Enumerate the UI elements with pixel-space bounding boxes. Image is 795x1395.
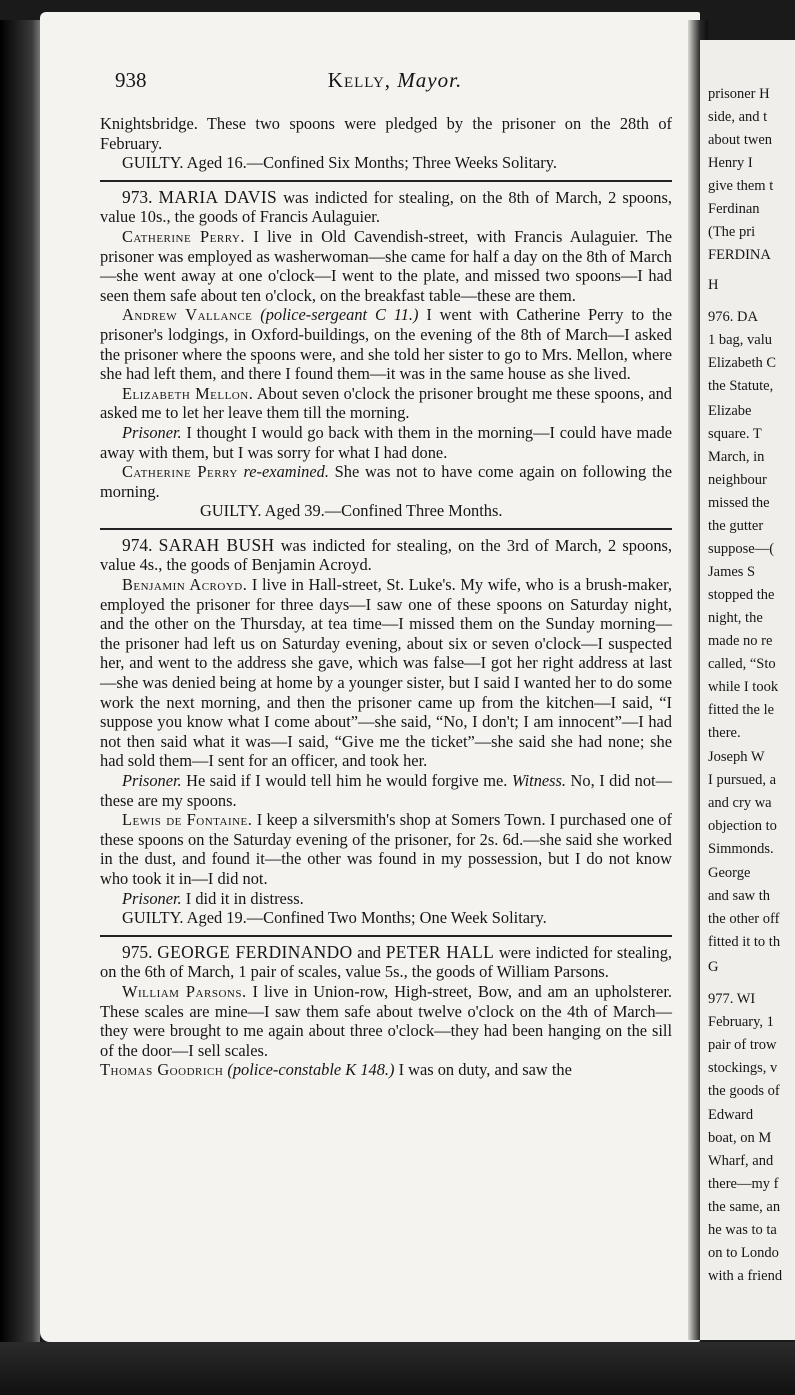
case-975-intro [100, 943, 672, 982]
testimony-text: I went with Catherine Perry to the prisoner's lodgings, in Oxford-buildings, on the evening of the 8th of March—I asked the prisoner where the spoons were, and she told her sister to go to Mrs. Mellon, where she had left them, and there I found them—it was in the same house as she lived. [100, 305, 672, 384]
verdict-line: GUILTY. Aged 16.—Confined Six Months; Three Weeks Solitary. [122, 153, 557, 173]
right-page-line: there—my f [708, 1176, 779, 1192]
right-page-line: the same, an [708, 1199, 781, 1215]
testimony-paragraph [100, 384, 672, 423]
right-page-line: and cry wa [708, 795, 772, 811]
running-head-surname: Kelly, [327, 68, 392, 92]
prisoner-label: Prisoner. [122, 422, 182, 442]
right-page-line: March, in [708, 449, 765, 465]
right-page-line: he was to ta [708, 1222, 777, 1238]
right-page-line: square. T [708, 426, 762, 442]
witness-name: William Parsons. [122, 981, 247, 1001]
right-page-line: night, the [708, 610, 763, 626]
right-page-line: with a friend [708, 1268, 783, 1284]
defendant-name: SARAH BUSH [158, 534, 275, 555]
testimony-text: I thought I would go back with them in the morning—I could have made away with them, but I was sorry for what I had done. [100, 422, 672, 462]
right-page-line: prisoner H [708, 86, 770, 102]
right-page-line: G [708, 959, 719, 975]
prisoner-statement [100, 771, 672, 810]
right-page-line: FERDINA [708, 247, 771, 263]
right-page [700, 40, 795, 1340]
right-page-line: give them t [708, 178, 774, 194]
witness-name: Elizabeth Mellon. [122, 383, 254, 403]
right-page-line: objection to [708, 818, 777, 834]
testimony-text: I did it in distress. [185, 888, 304, 908]
indictment-text: were indicted for stealing, on the 6th of March, 1 pair of scales, value 5s., the goods of William Parsons. [100, 942, 673, 982]
indictment-text: was indicted for stealing, on the 3rd of March, 2 spoons, value 4s., the goods of Benjamin Acroyd. [100, 535, 673, 575]
prisoner-statement [100, 423, 672, 462]
testimony-text: I was on duty, and saw the [398, 1060, 572, 1080]
testimony-paragraph [100, 1060, 672, 1080]
case-974-intro [100, 536, 672, 575]
page-header [115, 68, 675, 102]
testimony-paragraph [100, 810, 672, 888]
right-page-line: neighbour [708, 472, 767, 488]
testimony-text: She was not to have come again on following the morning. [100, 462, 673, 501]
right-page-line: Elizabeth C [708, 355, 777, 371]
right-page-line: stockings, v [708, 1060, 778, 1076]
witness-label: Witness. [511, 771, 567, 790]
right-page-line: (The pri [708, 224, 756, 240]
right-page-line: 1 bag, valu [708, 332, 773, 348]
right-page-line: Wharf, and [708, 1153, 774, 1169]
witness-role: (police-constable K 148.) [227, 1060, 395, 1080]
right-page-line: suppose—( [708, 541, 775, 557]
witness-role: (police-sergeant C 11.) [260, 305, 419, 325]
right-page-line: I pursued, a [708, 772, 777, 788]
reexamined-label: re-examined. [243, 462, 329, 482]
testimony-paragraph [100, 462, 672, 501]
right-page-line: H [708, 277, 719, 293]
right-page-line: there. [708, 725, 741, 741]
witness-name: Catherine Perry. [122, 226, 245, 246]
right-page-line: fitted it to th [708, 934, 781, 950]
testimony-text: I live in Union-row, High-street, Bow, and am an upholsterer. These scales are mine—I saw them safe about twelve o'clock on the 4th of March—they were brought to me again about three o'clock—they had been hanging on the sill of the door—I sell scales. [100, 981, 672, 1060]
right-page-line: fitted the le [708, 702, 775, 718]
case-number: 974. [122, 534, 153, 555]
testimony-text: I live in Old Cavendish-street, with Francis Aulaguier. The prisoner was employed as washerwoman—she came for half a day on the 8th of March—she went away at one o'clock—I went to the plate, and missed two spoons—I had seen them safe about ten o'clock, on the breakfast table—these are them. [100, 226, 672, 305]
right-page-line: Joseph W [708, 749, 765, 765]
bottom-edge-shadow [0, 1342, 795, 1395]
witness-name: Benjamin Acroyd. [122, 575, 248, 595]
indictment-text: was indicted for stealing, on the 8th of March, 2 spoons, value 10s., the goods of Francis Aulaguier. [100, 187, 672, 227]
witness-name: Catherine Perry [122, 462, 238, 482]
main-text-column [100, 114, 672, 1080]
case-973-intro [100, 188, 672, 227]
conjunction: and [357, 942, 381, 962]
right-page-line: the gutter [708, 518, 764, 534]
right-page-line: Ferdinan [708, 201, 760, 217]
testimony-paragraph [100, 227, 672, 305]
testimony-text: He said if I would tell him he would forgive me. [186, 771, 508, 790]
right-page-line: missed the [708, 495, 770, 511]
case-number: 975. [122, 941, 153, 962]
verdict-line: GUILTY. Aged 19.—Confined Two Months; One Week Solitary. [122, 908, 547, 928]
page-number: 938 [115, 68, 147, 92]
right-page-line: the Statute, [708, 378, 774, 394]
right-page-line: Edward [708, 1107, 754, 1123]
right-page-line: the goods of [708, 1083, 780, 1099]
right-page-line: made no re [708, 633, 773, 649]
right-page-line: boat, on M [708, 1130, 772, 1146]
testimony-text: I live in Hall-street, St. Luke's. My wife, who is a brush-maker, employed the prisoner for three days—I saw one of these spoons on Saturday night, and the other on the Thursday, at tea time—I missed them on the Sunday morning—the prisoner had left us on Saturday evening, about six or seven o'clock—I suspected her, and went to the address she gave, which was false—I got her right address at last—she was denied being at home by a younger sister, but I said I wanted her to do some work the next morning, and then the prisoner came up from the kitchen—I said, “I suppose you know what I come about”—she said, “No, I don't; I am innocent”—I had not then said what it was—I said, “Give me the ticket”—she said she had none; she had sold them—I sent for an officer, and took her. [100, 575, 672, 771]
case-number: 973. [122, 186, 153, 207]
right-page-line: on to Londo [708, 1245, 779, 1261]
right-page-line: 977. WI [708, 991, 756, 1007]
testimony-paragraph [100, 305, 672, 383]
witness-name: Thomas Goodrich [100, 1060, 224, 1080]
right-page-line: Elizabe [708, 403, 752, 419]
case-divider [100, 180, 672, 182]
case-divider [100, 935, 672, 937]
right-page-line: 976. DA [708, 309, 758, 325]
witness-name: Andrew Vallance [122, 305, 253, 325]
prisoner-statement [100, 889, 672, 909]
prisoner-label: Prisoner. [122, 771, 182, 790]
right-page-line: while I took [708, 679, 779, 695]
testimony-text: About seven o'clock the prisoner brought me these spoons, and asked me to let her leave them till the morning. [100, 383, 672, 423]
right-page-line: February, 1 [708, 1014, 774, 1030]
case-divider [100, 528, 672, 530]
running-head-title: Mayor. [397, 68, 463, 92]
testimony-text: No, I did not—these are my spoons. [100, 771, 672, 810]
verdict-line: GUILTY. Aged 39.—Confined Three Months. [200, 501, 503, 521]
testimony-paragraph [100, 575, 672, 771]
right-page-line: George [708, 865, 751, 881]
defendant-name-2: PETER HALL [385, 941, 495, 962]
right-page-line: called, “Sto [708, 656, 776, 672]
defendant-name: GEORGE FERDINANDO [157, 941, 353, 962]
right-page-line: pair of trow [708, 1037, 777, 1053]
right-page-line: Henry I [708, 155, 753, 171]
prisoner-label: Prisoner. [122, 888, 182, 908]
right-page-line: about twen [708, 132, 773, 148]
testimony-paragraph [100, 982, 672, 1060]
top-continuation: Knightsbridge. These two spoons were pledged by the prisoner on the 28th of February. [100, 114, 672, 153]
running-head [115, 68, 675, 93]
right-page-line: side, and t [708, 109, 768, 125]
right-page-line: and saw th [708, 888, 771, 904]
testimony-text: I keep a silversmith's shop at Somers Town. I purchased one of these spoons on the Saturday evening of the prisoner, for 2s. 6d.—she said she worked in the dust, and found it—the other was found in my possession, but I do not know who took it in—I did not. [100, 810, 672, 888]
book-spine-shadow [0, 20, 40, 1350]
right-page-line: the other off [708, 911, 780, 927]
right-page-line: James S [708, 564, 756, 580]
right-page-line: stopped the [708, 587, 775, 603]
right-page-line: Simmonds. [708, 841, 774, 857]
witness-name: Lewis de Fontaine. [122, 810, 253, 830]
defendant-name: MARIA DAVIS [158, 186, 278, 207]
